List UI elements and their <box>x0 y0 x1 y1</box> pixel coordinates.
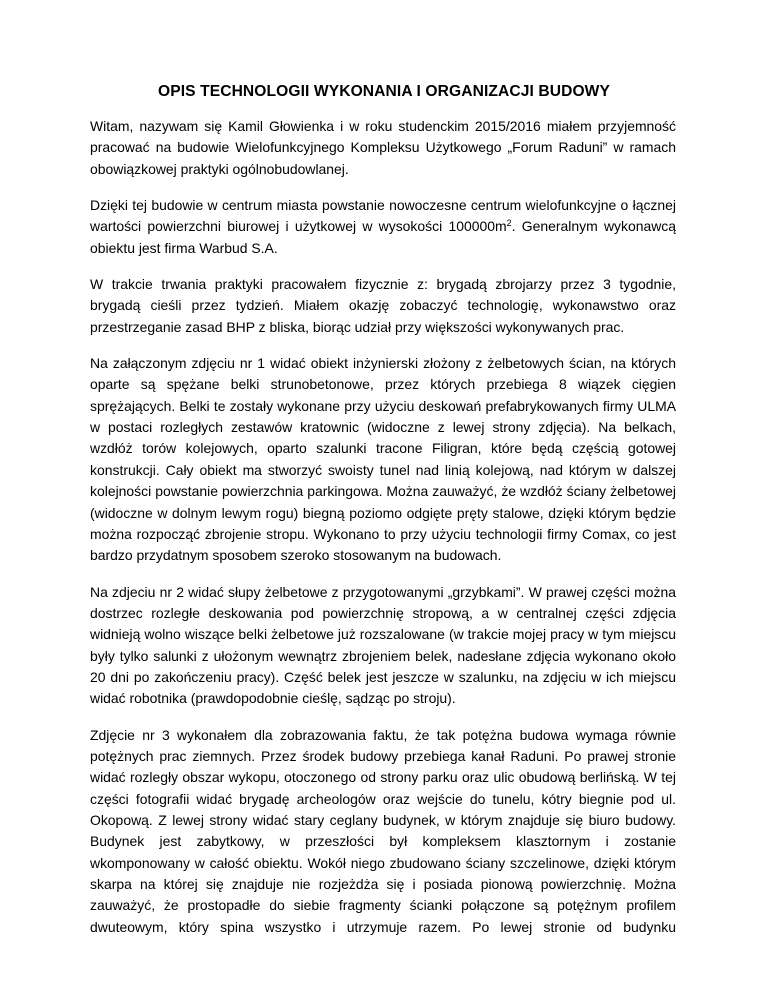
paragraph-building-area-text-end: . Generalnym wykonawcą obiektu jest firma Warbud S.A. <box>90 218 677 256</box>
paragraph-photo-3: Zdjęcie nr 3 wykonałem dla zobrazowania faktu, że tak potężna budowa wymaga równie potężnych prac ziemnych. Przez środek budowy przebiega kanał Raduni. Po prawej stronie widać rozległy obszar wykopu, otoczonego od strony parku oraz ulic obudową berlińską. W tej części fotografii widać brygadę archeologów oraz wejście do tunelu, kótry biegnie pod ul. Okopową. Z lewej strony widać stary ceglany budynek, w którym znajduje się biuro budowy. Budynek jest zabytkowy, w przeszłości był kompleksem klasztornym i zostanie wkomponowany w całość obiektu. Wokół niego zbudowano ściany szczelinowe, dzięki którym skarpa na której się znajduje nie rozjeżdża się i posiada pionową powierzchnię. Można zauważyć, że prostopadłe do siebie fragmenty ścianki połączone są potężnym profilem dwuteowym, który spina wszystko i utrzymuje razem. Po lewej stronie od budynku <box>90 726 676 935</box>
paragraph-photo-1: Na załączonym zdjęciu nr 1 widać obiekt inżynierski złożony z żelbetowych ścian, na których oparte są spężane belki strunobetonowe, przez których przebiega 8 wiązek cięgien sprężających. Belki te zostały wykonane przy użyciu deskowań prefabrykowanych firmy ULMA w postaci rozległych zestawów kratownic (widoczne z lewej strony zdjęcia). Na belkach, wzdłóż torów kolejowych, oparto szalunki tracone Filigran, które będą częścią gotowej konstrukcji. Cały obiekt ma stworzyć swoisty tunel nad linią kolejową, nad którym w dalszej kolejności powstanie powierzchnia parkingowa. Można zauważyć, że wzdłóż ściany żelbetowej (widoczne w dolnym lewym rogu) biegną poziomo odgięte pręty stalowe, dzięki którym będzie można rozpocząć zbrojenie stropu. Wykonano to przy użyciu technologii firmy Comax, co jest bardzo przydatnym sposobem szeroko stosowanym na budowach. <box>90 355 676 564</box>
paragraph-photo-2: Na zdjeciu nr 2 widać słupy żelbetowe z przygotowanymi „grzybkami”. W prawej części można dostrzec rozległe deskowania pod powierzchnię stropową, a w centralnej części zdjęcia widnieją wolno wiszące belki żelbetowe już rozszalowane (w trakcie mojej pracy w tym miejscu były tylko salunki z ułożonym wewnątrz zbrojeniem belek, nadesłane zdjęcia wykonano około 20 dni po zakończeniu pracy). Część belek jest jeszcze w szalunku, na zdjęciu w ich miejscu widać robotnika (prawdopodobnie cieślę, sądząc po stroju). <box>90 583 676 707</box>
paragraph-building-area <box>90 195 676 259</box>
superscript-squared: 2 <box>506 218 512 229</box>
paragraph-building-area-text: Dzięki tej budowie w centrum miasta powstanie nowoczesne centrum wielofunkcyjne o łącznej wartości powierzchni biurowej i użytkowej w wysokości 100000m <box>90 197 676 235</box>
paragraph-practice: W trakcie trwania praktyki pracowałem fizycznie z: brygadą zbrojarzy przez 3 tygodnie, brygadą cieśli przez tydzień. Miałem okazję zobaczyć technologię, wykonawstwo oraz przestrzeganie zasad BHP z bliska, biorąc udział przy większości wykonywanych prac. <box>90 276 676 335</box>
document-body <box>90 116 676 953</box>
document-title: OPIS TECHNOLOGII WYKONANIA I ORGANIZACJI BUDOWY <box>157 83 610 100</box>
paragraph-intro: Witam, nazywam się Kamil Głowienka i w roku studenckim 2015/2016 miałem przyjemność pracować na budowie Wielofunkcyjnego Kompleksu Użytkowego „Forum Raduni” w ramach obowiązkowej praktyki ogólnobudowlanej. <box>90 118 676 177</box>
